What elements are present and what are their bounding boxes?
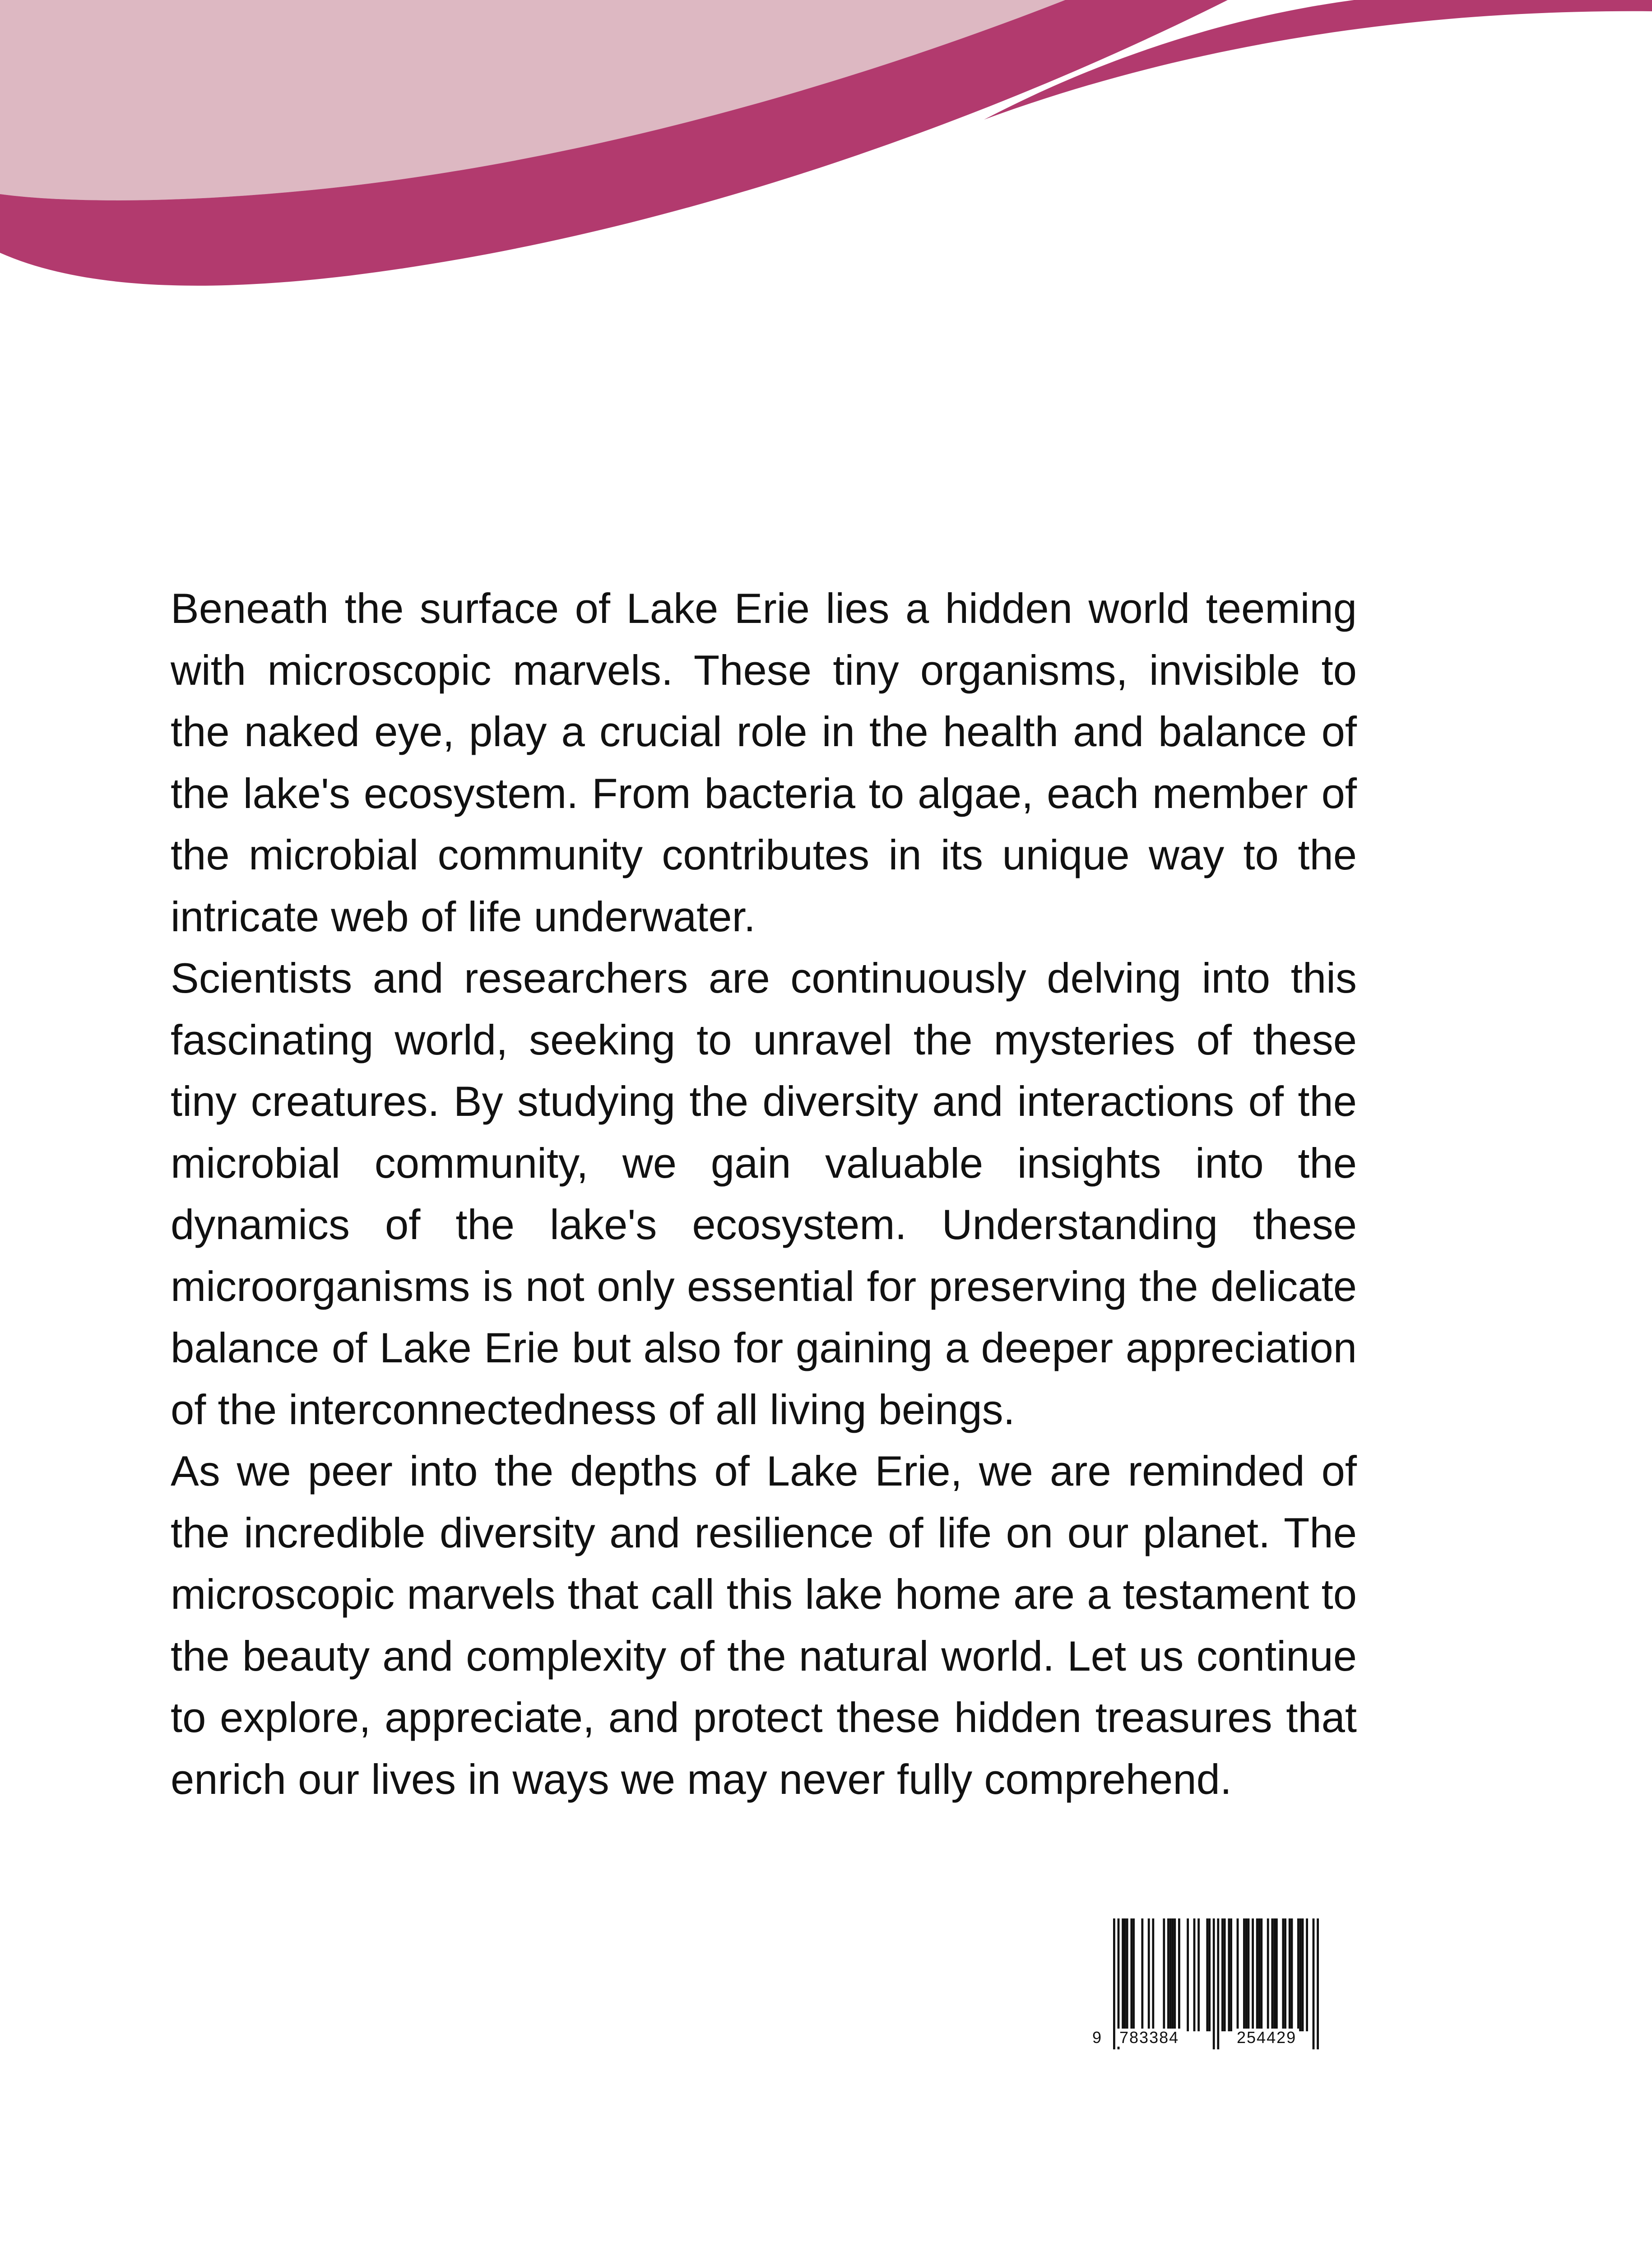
barcode-bar [1276,1918,1278,2031]
barcode-bar [1141,1918,1143,2031]
barcode-bar [1299,1918,1302,2031]
barcode-bar [1169,1918,1172,2031]
isbn-barcode [1092,1918,1336,2049]
barcode-bar [1267,1918,1269,2031]
barcode-bar [1213,1918,1215,2049]
barcode-bar [1224,1918,1226,2031]
barcode-bar [1197,1918,1200,2031]
barcode-bar [1313,1918,1315,2049]
barcode-bar [1148,1918,1150,2031]
barcode-bar [1245,1918,1248,2031]
barcode-bar [1317,1918,1319,2049]
barcode-bar [1208,1918,1211,2031]
barcode-bar [1291,1918,1293,2031]
barcode-bar [1124,1918,1126,2031]
barcode-bar [1260,1918,1262,2031]
barcode-bar [1273,1918,1276,2031]
barcode-bar [1174,1918,1176,2031]
barcode-bar [1206,1918,1208,2031]
barcode-bar [1130,1918,1132,2031]
blurb-paragraph-2: Scientists and researchers are continuously delving into this fascinating world, seeking to unravel the mysteries of these tiny creatures. By studying the diversity and interactions of the microbial community, we gain valuable insights into the dynamics of the lake's ecosystem. Understanding these microorganisms is not only essential for preserving the delicate balance of Lake Erie but also for gaining a deeper appreciation of the interconnectedness of all living beings. [171,954,1357,1433]
barcode-bar [1252,1918,1254,2031]
barcode-bar [1132,1918,1135,2031]
barcode-left-digits: 783384 [1117,2029,1182,2047]
barcode-bar [1178,1918,1180,2031]
barcode-bar [1282,1918,1284,2031]
barcode-bar [1271,1918,1273,2031]
barcode-bar [1228,1918,1230,2031]
barcode-bar [1163,1918,1165,2031]
barcode-bar [1248,1918,1250,2031]
barcode-bar [1306,1918,1308,2031]
barcode-bar [1193,1918,1196,2031]
barcode-bar [1126,1918,1128,2031]
barcode-first-digit: 9 [1092,2028,1103,2047]
barcode-bar [1243,1918,1245,2031]
barcode-bar [1217,1918,1219,2049]
barcode-bar [1122,1918,1124,2031]
barcode-bar [1187,1918,1189,2031]
barcode-right-digits: 254429 [1234,2029,1299,2047]
barcode-bar [1113,1918,1115,2049]
blurb-paragraph-3: As we peer into the depths of Lake Erie, we are reminded of the incredible diversity and resilience of life on our planet. The microscopic marvels that call this lake home are a testament to the beauty and complexity of the natural world. Let us continue to explore, appreciate, and protect these hidden treasures that enrich our lives in ways we may never fully comprehend. [171,1447,1357,1803]
barcode-bar [1167,1918,1169,2031]
barcode-bar [1258,1918,1261,2031]
barcode-bar [1289,1918,1291,2031]
barcode-bar [1172,1918,1174,2031]
header-wave-decoration [0,0,1652,307]
back-cover-blurb [171,578,1357,1810]
barcode-bar [1230,1918,1232,2031]
barcode-bar [1221,1918,1224,2031]
blurb-paragraph-1: Beneath the surface of Lake Erie lies a hidden world teeming with microscopic marvels. These tiny organisms, invisible to the naked eye, play a crucial role in the health and balance of the lake's ecosystem. From bacteria to algae, each member of the microbial community contributes in its unique way to the intricate web of life underwater. [171,585,1357,940]
barcode-bar [1302,1918,1304,2031]
barcode-bar [1237,1918,1239,2031]
barcode-bar [1297,1918,1299,2031]
barcode-bar [1284,1918,1286,2031]
barcode-bar [1256,1918,1258,2031]
barcode-bar [1152,1918,1154,2031]
